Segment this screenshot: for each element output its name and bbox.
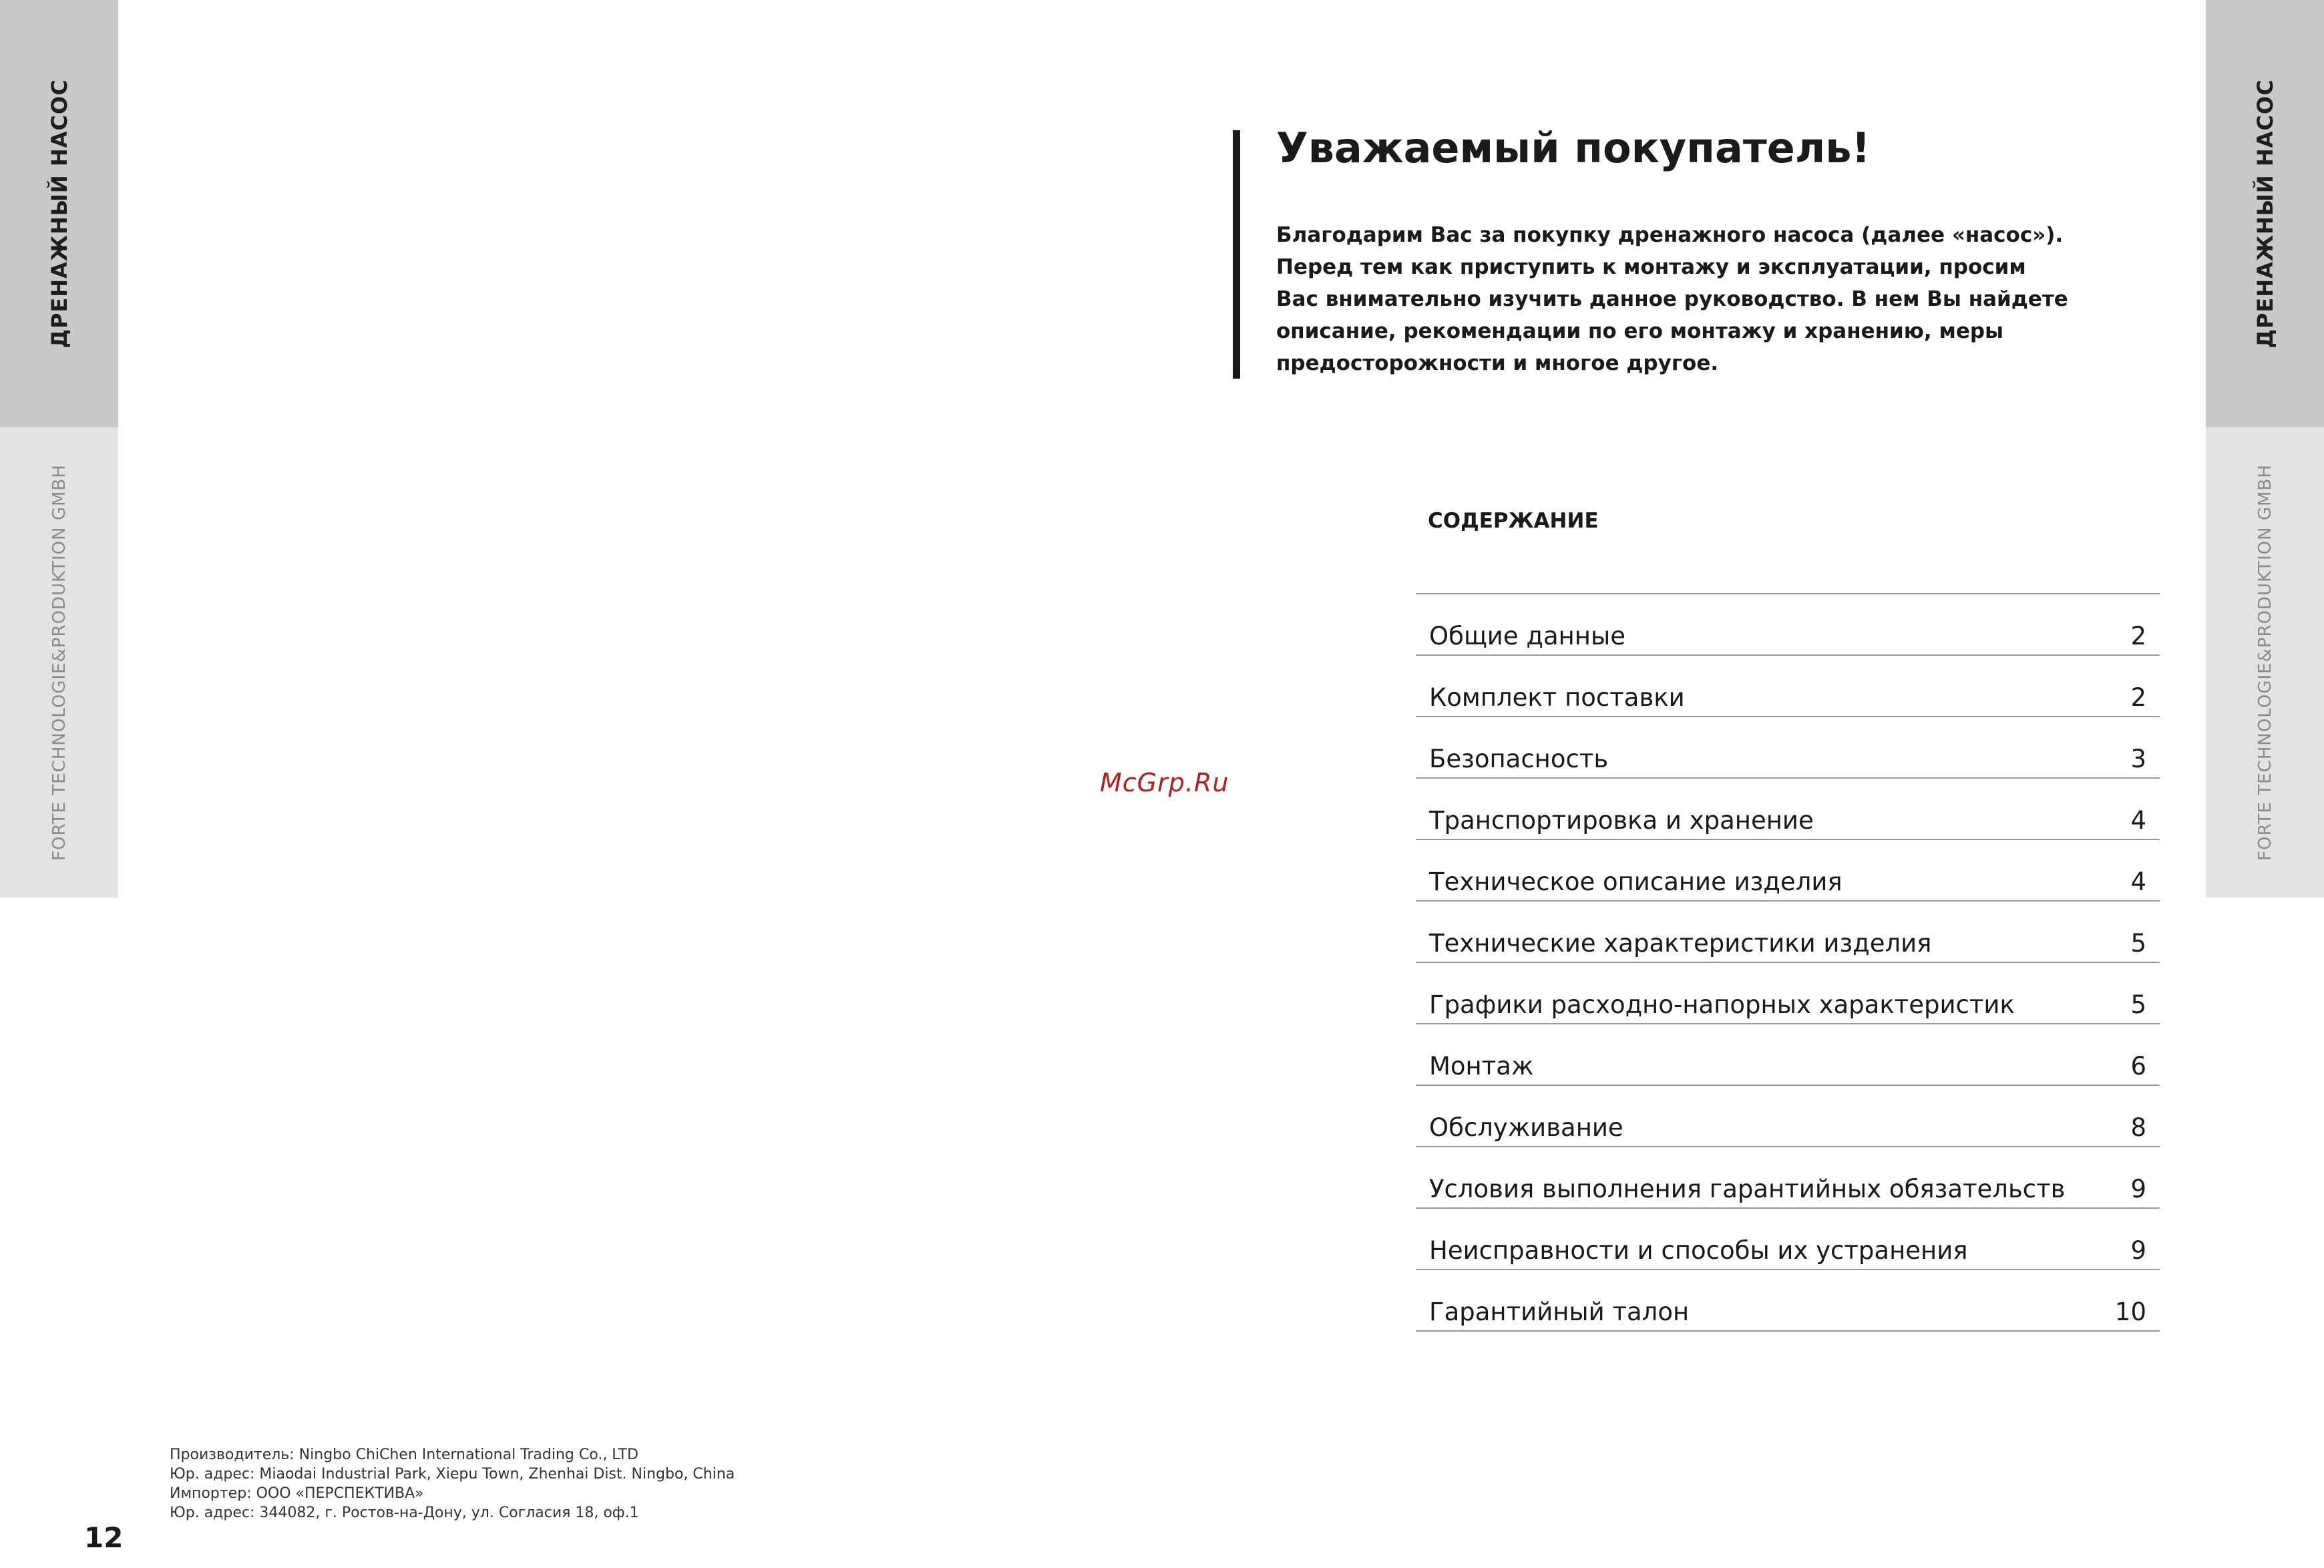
toc-item-label: Неисправности и способы их устранения — [1429, 1236, 1968, 1265]
side-tab-product-label: ДРЕНАЖНЫЙ НАСОС — [46, 79, 72, 349]
toc-item-page: 9 — [2130, 1175, 2146, 1203]
toc-item-label: Условия выполнения гарантийных обязательств — [1429, 1175, 2066, 1203]
toc-item-page: 8 — [2130, 1113, 2146, 1142]
side-tab-company-label: FORTE TECHNOLOGIE&PRODUKTION GMBH — [2255, 464, 2275, 861]
toc-item[interactable] — [1416, 779, 2160, 840]
footer-line: Юр. адрес: 344082, г. Ростов-на-Дону, ул. Согласия 18, оф.1 — [170, 1505, 639, 1521]
greeting-line: Перед тем как приступить к монтажу и эксплуатации, просим — [1276, 255, 2026, 279]
side-tab-company-label: FORTE TECHNOLOGIE&PRODUKTION GMBH — [49, 464, 69, 861]
toc-item-label: Обслуживание — [1429, 1113, 1623, 1142]
toc-title: СОДЕРЖАНИЕ — [1428, 509, 1599, 533]
left-side-tab-company — [0, 427, 118, 898]
toc-item-label: Графики расходно-напорных характеристик — [1429, 990, 2015, 1019]
toc-item[interactable] — [1416, 717, 2160, 779]
greeting-line: предосторожности и многое другое. — [1276, 351, 1719, 375]
toc-item-page: 4 — [2130, 806, 2146, 835]
footer-line: Импортер: ООО «ПЕРСПЕКТИВА» — [170, 1485, 424, 1502]
toc-item-page: 4 — [2130, 867, 2146, 896]
toc-item[interactable] — [1416, 840, 2160, 902]
side-tab-product-label: ДРЕНАЖНЫЙ НАСОС — [2252, 79, 2278, 349]
watermark-link[interactable]: McGrp.Ru — [1100, 768, 1229, 797]
toc-item-page: 6 — [2130, 1052, 2146, 1081]
footer-line: Юр. адрес: Miaodai Industrial Park, Xiepu Town, Zhenhai Dist. Ningbo, China — [170, 1466, 735, 1483]
greeting-accent-bar — [1233, 130, 1240, 379]
toc-item[interactable] — [1416, 1086, 2160, 1147]
toc-item-label: Безопасность — [1429, 745, 1609, 773]
greeting-text — [1276, 219, 2118, 379]
toc-item-page: 10 — [2114, 1298, 2146, 1326]
toc-item[interactable] — [1416, 1147, 2160, 1209]
toc-item[interactable] — [1416, 1024, 2160, 1086]
toc-item[interactable] — [1416, 902, 2160, 963]
manufacturer-info — [170, 1445, 735, 1523]
toc-item[interactable] — [1416, 1209, 2160, 1270]
right-side-tab-company — [2206, 427, 2324, 898]
toc-item-label: Монтаж — [1429, 1052, 1534, 1081]
toc-item-label: Общие данные — [1429, 622, 1625, 650]
toc-item-label: Комплект поставки — [1429, 683, 1685, 712]
page-number: 12 — [84, 1521, 124, 1554]
toc-item-page: 9 — [2130, 1236, 2146, 1265]
toc-item[interactable] — [1416, 656, 2160, 717]
greeting-line: описание, рекомендации по его монтажу и хранению, меры — [1276, 319, 2004, 343]
toc-item[interactable] — [1416, 963, 2160, 1024]
toc-item-label: Транспортировка и хранение — [1429, 806, 1814, 835]
toc-item-page: 5 — [2130, 990, 2146, 1019]
footer-line: Производитель: Ningbo ChiChen International Trading Co., LTD — [170, 1446, 638, 1463]
toc-item-page: 5 — [2130, 929, 2146, 958]
toc-item-page: 3 — [2130, 745, 2146, 773]
toc-item-label: Техническое описание изделия — [1429, 867, 1843, 896]
toc-item-page: 2 — [2130, 683, 2146, 712]
left-side-tab-product — [0, 0, 118, 427]
toc-item[interactable] — [1416, 1270, 2160, 1332]
toc-item-page: 2 — [2130, 622, 2146, 650]
greeting-line: Вас внимательно изучить данное руководство. В нем Вы найдете — [1276, 287, 2068, 311]
table-of-contents — [1416, 593, 2160, 1332]
toc-item-label: Технические характеристики изделия — [1429, 929, 1932, 958]
right-side-tab-product — [2206, 0, 2324, 427]
greeting-title: Уважаемый покупатель! — [1276, 124, 1871, 172]
greeting-line: Благодарим Вас за покупку дренажного насоса (далее «насос»). — [1276, 223, 2064, 247]
toc-item-label: Гарантийный талон — [1429, 1298, 1690, 1326]
toc-item[interactable] — [1416, 594, 2160, 656]
